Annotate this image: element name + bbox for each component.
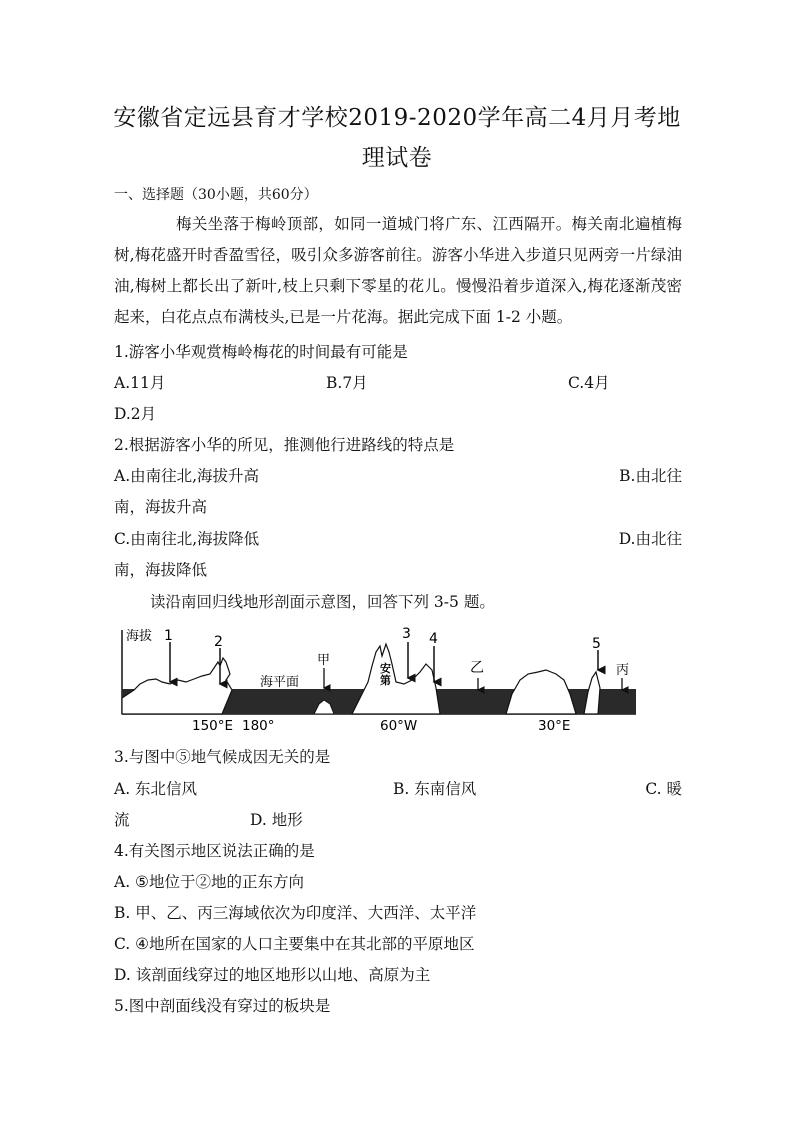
q3-option-c-part1: C. 暖 <box>645 780 682 798</box>
mark-1: 1 <box>164 628 173 644</box>
sea-level-label: 海平面 <box>260 675 300 690</box>
passage-profile: 读沿南回归线地形剖面示意图，回答下列 3-5 题。 <box>150 593 495 611</box>
mark-5: 5 <box>592 636 601 652</box>
q1-option-a: A.11月 <box>114 374 166 392</box>
q3-stem: 3.与图中⑤地气候成因无关的是 <box>114 748 331 766</box>
q4-option-b: B. 甲、乙、丙三海域依次为印度洋、大西洋、太平洋 <box>114 904 477 922</box>
lon-60w: 60°W <box>380 718 418 734</box>
q3-option-a: A. 东北信风 <box>114 780 198 798</box>
q2-option-d-part2: 南，海拔降低 <box>114 561 208 579</box>
section-heading: 一、选择题（30小题，共60分） <box>114 187 318 203</box>
q4-option-a: A. ⑤地位于②地的正东方向 <box>114 873 304 891</box>
q1-option-d: D.2月 <box>114 405 157 423</box>
ocean-yi-label: 乙 <box>470 660 484 676</box>
q1-stem: 1.游客小华观赏梅岭梅花的时间最有可能是 <box>114 343 408 361</box>
ocean-bing-label: 丙 <box>616 663 630 678</box>
q3-option-d: D. 地形 <box>250 811 303 829</box>
q4-option-c: C. ④地所在国家的人口主要集中在其北部的平原地区 <box>114 935 475 953</box>
q3-option-c-part2: 流 <box>114 811 130 829</box>
q2-option-a: A.由南往北,海拔升高 <box>114 467 260 485</box>
q1-option-c: C.4月 <box>568 374 610 392</box>
andes-char-3: 斯 <box>380 686 391 699</box>
q2-stem: 2.根据游客小华的所见，推测他行进路线的特点是 <box>114 436 455 454</box>
q1-option-b: B.7月 <box>326 374 368 392</box>
q5-stem: 5.图中剖面线没有穿过的板块是 <box>114 997 331 1015</box>
mark-4: 4 <box>429 631 438 647</box>
lon-150e: 150°E <box>192 718 234 734</box>
africa-landmass <box>506 670 576 714</box>
q4-stem: 4.有关图示地区说法正确的是 <box>114 842 315 860</box>
mark-2: 2 <box>214 634 223 650</box>
andes-char-2: 第 <box>380 674 391 687</box>
q2-option-d-part1: D.由北往 <box>618 530 682 548</box>
q2-option-c: C.由南往北,海拔降低 <box>114 530 260 548</box>
lon-30e: 30°E <box>538 718 571 734</box>
australia-landmass <box>122 658 232 714</box>
ocean-jia-label: 甲 <box>317 653 331 668</box>
tropic-profile-diagram <box>114 622 644 740</box>
q3-option-b: B. 东南信风 <box>393 780 477 798</box>
q4-option-d: D. 该剖面线穿过的地区地形以山地、高原为主 <box>114 966 431 984</box>
passage-plum: 梅关坐落于梅岭顶部，如同一道城门将广东、江西隔开。梅关南北遍植梅树,梅花盛开时香盈雪径，吸引众多游客前往。游客小华进入步道只见两旁一片绿油油,梅树上都长出了新叶,枝上只剩下零星的花儿。慢慢沿着步道深入,梅花逐渐茂密起来，白花点点布满枝头,已是一片花海。据此完成下面 1-2 小题。 <box>114 215 682 326</box>
q2-option-b-part1: B.由北往 <box>619 467 682 485</box>
altitude-label: 海拔 <box>126 629 153 644</box>
mark-3: 3 <box>402 626 411 642</box>
exam-title-line1: 安徽省定远县育才学校2019-2020学年高二4月月考地 <box>113 105 681 131</box>
exam-title-line2: 理试卷 <box>361 145 433 171</box>
lon-180: 180° <box>242 718 275 734</box>
south-america-landmass <box>352 644 440 714</box>
q2-option-b-part2: 南，海拔升高 <box>114 498 208 516</box>
andes-char-4: 山 <box>380 698 391 711</box>
andes-char-1: 安 <box>380 662 391 675</box>
